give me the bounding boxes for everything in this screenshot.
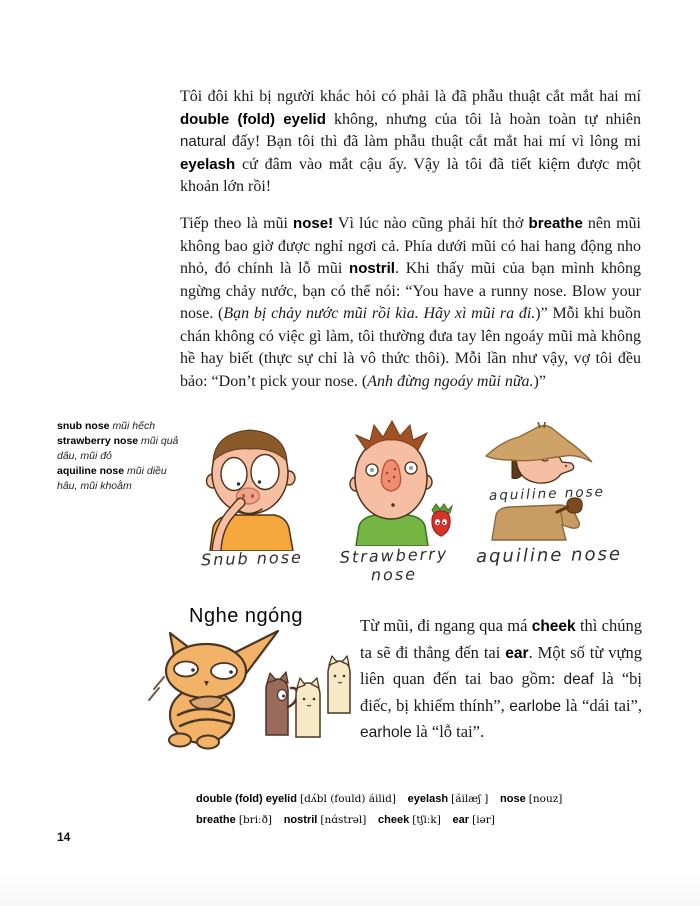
motion-lines	[149, 677, 164, 700]
strawberry-nose	[381, 460, 400, 491]
nose-paragraph: Tiếp theo là mũi nose! Vì lúc nào cũng phải hít thở breathe nên mũi không bao giờ được nghỉ ngơi cả. Phía dưới mũi có hai hang động nho nhỏ, đó chính là lỗ mũi nostril. Khi thấy mũi của bạn mình không ngừng chảy nước, bạn có thể nói: “You have a runny nose. Blow your nose. (Bạn bị chảy nước mũi rồi kìa. Hãy xì mũi ra đi.)” Mỗi khi buồn chán không có việc gì làm, tôi thường đưa tay lên ngoáy mũi mà không hề hay biết (thực sự chỉ là vô thức thôi). Mỗi lần như vậy, vợ tôi đều bảo: “Don’t pick your nose. (Anh đừng ngoáy mũi nữa.)”	[180, 215, 642, 390]
eye-dot	[343, 675, 346, 678]
nose-spot	[388, 480, 391, 483]
deerstalker-hat	[486, 425, 592, 462]
cat-foot-right	[197, 736, 219, 749]
ear-paragraph: Từ mũi, đi ngang qua má cheek thì chúng ta sẽ đi thẳng đến tai ear. Một số từ vựng liên quan đến tai bao gồm: deaf là “bị điếc, bị khiếm thính”, earlobe là “dái tai”, earhole là “lỗ tai”.	[360, 616, 642, 741]
pronunciation-guide	[196, 789, 562, 831]
brown-cat	[266, 679, 288, 735]
strawberry-nose-caption-line1: Strawberry	[339, 544, 449, 567]
right-eye	[251, 455, 279, 490]
eye-dot	[313, 698, 316, 701]
cat-foot-left	[169, 734, 191, 747]
brown-cat-eye	[278, 690, 287, 701]
detective-coat	[492, 505, 579, 540]
listening-cats-illustration	[146, 627, 358, 762]
strawberry-nose-boy-illustration	[336, 420, 456, 546]
aquiline-nose-caption: aquiline nose	[475, 543, 623, 568]
left-eye	[221, 458, 247, 491]
left-pupil	[237, 482, 240, 485]
cat-left-pupil	[191, 668, 195, 672]
eye-dot	[282, 695, 285, 698]
strawberry-body	[432, 511, 450, 536]
cream-cat-front	[296, 683, 320, 737]
cat-right-pupil	[229, 670, 233, 674]
listening-section-title: Nghe ngóng	[189, 605, 303, 627]
pronunciation-line-2: breathe [briːð] nostril [nɑ́strəl] cheek [tʃiːk] ear [iər]	[196, 814, 495, 826]
nostril-right	[251, 494, 254, 498]
cream-cat-back	[328, 661, 350, 713]
eye-dot	[303, 698, 306, 701]
nose-spot	[394, 468, 397, 471]
right-pupil	[409, 466, 413, 470]
intro-paragraph: Tôi đôi khi bị người khác hỏi có phải là đã phẫu thuật cắt mắt hai mí double (fold) eyelid không, nhưng của tôi là hoàn toàn tự nhiên natural đấy! Bạn tôi thì đã làm phẫu thuật cắt mắt hai mí vì lông mi eyelash cứ đâm vào mắt cậu ấy. Vậy là tôi đã tiết kiệm được một khoản lớn rồi!	[180, 88, 641, 195]
nostril-left	[242, 494, 245, 498]
strawberry-character	[432, 504, 452, 536]
vocab-sidebar: snub nose mũi hếch strawberry nose mũi quả dâu, mũi đỏ aquiline nose mũi diều hâu, mũi khoằm	[57, 420, 179, 492]
strawberry-pupil	[437, 522, 439, 524]
snub-nose-caption: Snub nose	[200, 547, 304, 570]
cat-right-eye	[211, 663, 237, 679]
nose-spot	[393, 476, 396, 479]
strawberry-nose-caption-line2: nose	[370, 564, 418, 585]
big-ear-cat	[166, 631, 278, 749]
dot-mouth	[391, 503, 394, 506]
pronunciation-line-1: double (fold) eyelid [dʌ́bl (fould) áilid] eyelash [áilæʃ ] nose [nouz]	[196, 793, 563, 805]
page-number: 14	[57, 830, 71, 844]
eye-dot	[334, 675, 337, 678]
nose-spot	[386, 472, 389, 475]
strawberry-eye	[442, 519, 447, 525]
snub-nose-boy-illustration	[196, 421, 306, 551]
right-pupil	[258, 480, 261, 483]
strawberry-eye	[435, 519, 440, 525]
aquiline-nose-label: aquiline nose	[488, 483, 606, 505]
aquiline-nose-detective-illustration	[482, 422, 600, 542]
strawberry-pupil	[443, 522, 445, 524]
whispering-cats	[266, 656, 350, 737]
left-pupil	[370, 468, 374, 472]
nostril-dot	[565, 465, 567, 467]
